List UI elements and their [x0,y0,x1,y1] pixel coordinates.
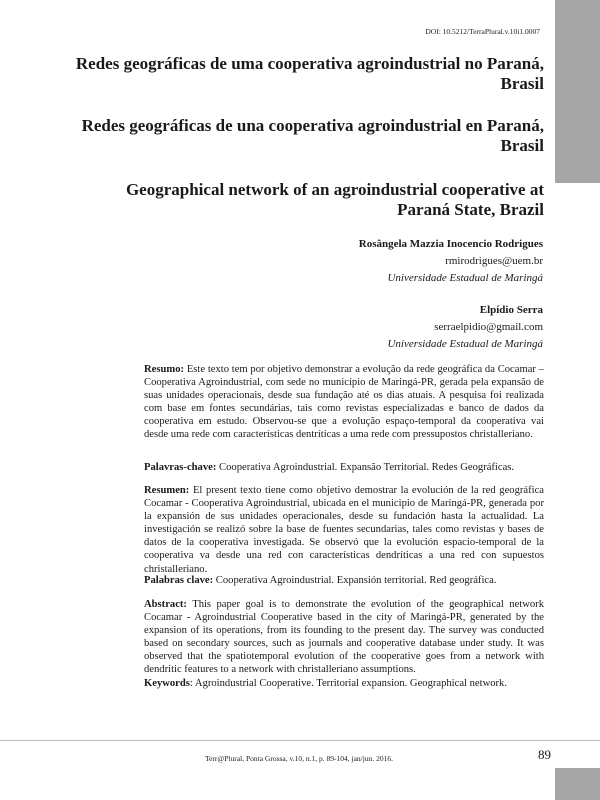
page-number: 89 [538,747,551,762]
author-block [243,302,543,353]
title-line: Redes geográficas de uma cooperativa agroindustrial no Paraná, [75,54,544,73]
author-name: Rosângela Mazzia Inocencio Rodrigues [358,238,543,250]
abstract-text: Este texto tem por objetivo demonstrar a evolução da rede geográfica da Cocamar – Cooperativa Agroindustrial, com sede no município de Maringá-PR, gerada pela expansão de suas unidades operacionais, desde sua fundação até os dias atuais. A pesquisa foi realizada com base em fontes secundárias, tais como revistas especializadas e banco de dados da cooperativa em estudo. Observou-se que a evolução espaço-temporal da cooperativa vai desde uma rede com características dentríticas a uma rede com pressupostos christalleriano. [144,364,544,441]
abstract-label: Resumen: [144,485,190,496]
author-affiliation: Universidade Estadual de Maringá [387,338,543,350]
title-line: Redes geográficas de una cooperativa agroindustrial en Paraná, [81,116,544,135]
author-email: serraelpidio@gmail.com [434,321,543,333]
side-accent-bar [555,0,600,183]
footer-accent-bar [555,768,600,800]
abstract-label: Abstract: [144,599,187,610]
title-portuguese [60,54,544,94]
title-spanish [60,116,544,156]
keywords-text: : Agroindustrial Cooperative. Territorial expansion. Geographical network. [189,678,507,689]
doi: DOI: 10.5212/TerraPlural.v.10i1.0007 [425,27,540,36]
keywords-label: Keywords [144,678,190,689]
title-line: Geographical network of an agroindustrial cooperative at [125,180,544,199]
keywords-spanish [144,574,544,587]
title-line: Brasil [500,136,544,155]
abstract-portuguese [144,363,544,442]
author-affiliation: Universidade Estadual de Maringá [387,272,543,284]
abstract-english [144,598,544,677]
author-email: rmirodrigues@uem.br [445,255,543,267]
footer-divider [0,740,600,741]
keywords-label: Palabras clave: [144,575,214,586]
abstract-spanish [144,484,544,576]
title-english [60,180,544,220]
keywords-text: Cooperativa Agroindustrial. Expansão Territorial. Redes Geográficas. [219,462,515,473]
title-line: Paraná State, Brazil [397,200,544,219]
title-line: Brasil [500,74,544,93]
abstract-label: Resumo: [144,364,185,375]
keywords-portuguese [144,461,544,474]
keywords-label: Palavras-chave: [144,462,217,473]
keywords-english [144,677,544,690]
author-block [243,236,543,287]
abstract-text: El present texto tiene como objetivo demostrar la evolución de la red geográfica Cocamar - Cooperativa Agroindustrial, ubicada en el municipio de Maringá-PR, generada por la expansión de sus unidades operacionales, desde su fundación hasta la actualidad. La investigación se realizó sobre la base de fuentes secundarias, tales como revistas y bases de datos de la cooperativa investigada. Se observó que la evolución espacio-temporal de la cooperativa va desde una red con características dendríticas a una red con supuestos christalleriano. [144,485,544,575]
abstract-text: This paper goal is to demonstrate the evolution of the geographical network Cocamar - Agroindustrial Cooperative based in the city of Maringá-PR, generated by the expansion of its operations, from its founding to the present day. The survey was conducted based on secondary sources, such as journals and cooperative database under study. It was observed that the spatiotemporal evolution of the cooperative goes from a network with dendritic features to a network with christalleriano assumptions. [144,599,544,676]
keywords-text: Cooperativa Agroindustrial. Expansión territorial. Red geográfica. [215,575,497,586]
footer-citation: Terr@Plural, Ponta Grossa, v.10, n.1, p. 89-104, jan/jun. 2016. [205,754,393,763]
author-name: Elpídio Serra [479,304,543,316]
